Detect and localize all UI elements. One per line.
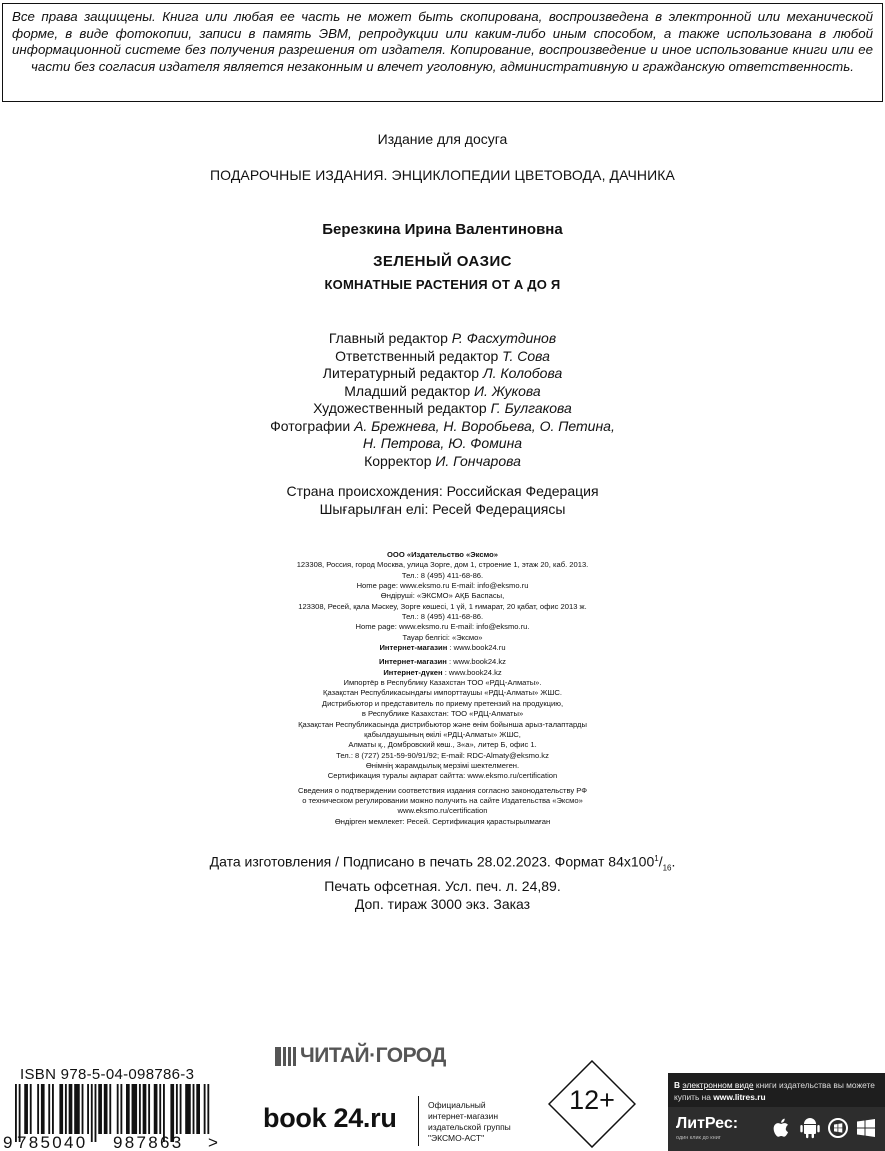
barcode-digit-lead: 9 [3,1133,13,1150]
windows-icon [856,1117,876,1139]
barcode-bar [41,1084,45,1134]
copyright-notice: Все права защищены. Книга или любая ее часть не может быть скопирована, воспроизведена в электронной или механической форме, в виде фотокопии, записи в память ЭВМ, репродукции или каким-либо иным способом, а также использована в любой информационной системе без получения разрешения от издателя. Копирование, воспроизведение и иное использование книги или ее части без согласия издателя является незаконным и влечет уголовную, административную и гражданскую ответственность. [2,3,883,102]
imprint-line: 123308, Россия, город Москва, улица Зорге, дом 1, строение 1, этаж 20, каб. 2013. [296,560,589,570]
litres-text: книги издательства вы можете [753,1080,875,1090]
book24-divider [418,1096,419,1146]
print-run: Доп. тираж 3000 экз. Заказ [354,896,531,913]
litres-link[interactable]: электронном виде [682,1080,754,1090]
barcode-bar [59,1084,63,1134]
imprint-line: Тел.: 8 (495) 411-68-86. [401,612,484,622]
barcode-bar [193,1084,195,1134]
credit-names: А. Брежнева, Н. Воробьева, О. Петина, [354,417,615,434]
platform-icons [772,1117,876,1139]
imprint-line: Сведения о подтверждении соответствия издания согласно законодательству РФ [297,785,588,795]
credit-names: Г. Булгакова [490,400,572,416]
imprint-line: Тел.: 8 (727) 251-59-90/91/92; E-mail: RDC-Almaty@eksmo.kz [336,750,549,760]
imprint-line [0,657,885,667]
litres-tagline: один клик до книг [676,1135,721,1141]
barcode-bar [204,1084,206,1134]
barcode-bar [98,1084,102,1134]
credit-role: Корректор [364,452,432,469]
litres-text: В [674,1080,683,1090]
barcode-bar [95,1084,97,1142]
litres-line [674,1079,879,1091]
format-end: . [671,853,676,870]
print-date-text: Дата изготовления / Подписано в печать 28.02.2023. Формат 84х100 [209,853,655,870]
barcode-bar [69,1084,73,1134]
imprint-line: Тел.: 8 (495) 411-68-86. [401,570,484,580]
credit-line [0,365,885,383]
imprint-line: Тауар белгісі: «Эксмо» [402,632,483,642]
imprint-line: Home page: www.eksmo.ru E-mail: info@eksmo.ru [356,581,529,591]
litres-promo-text [668,1073,885,1107]
credit-names: И. Жукова [474,382,541,399]
book24-logo: book 24.ru [263,1103,397,1133]
credit-names: Т. Сова [502,347,550,364]
author-name: Березкина Ирина Валентиновна [322,221,563,238]
imprint-line [0,668,885,678]
barcode-bar [139,1084,141,1134]
credit-role: Главный редактор [328,330,448,346]
barcode-bar [109,1084,111,1134]
format-numerator: 1 [654,854,659,863]
barcode-bar [37,1084,39,1134]
origin-kz: Шығарылған елі: Ресей Федерациясы [319,501,566,517]
age-rating-label: 12+ [569,1085,615,1115]
imprint-line: Қазақстан Республикасында дистрибьютор және өнім бойынша арыз-талаптарды [298,719,587,729]
shop-url: : www.book24.ru [447,643,506,653]
imprint-line: Өндірген мемлекет: Ресей. Сертификация қарастырылмаған [334,816,551,826]
format-slash: / [658,853,663,870]
barcode-bar [120,1084,122,1134]
barcode-bar [207,1084,209,1134]
credit-line [0,348,885,366]
barcode-bar [65,1084,67,1134]
litres-text: купить на [674,1092,714,1102]
barcode-bar [126,1084,130,1134]
litres-line [674,1091,879,1103]
isbn-label: ISBN 978-5-04-098786-3 [20,1066,195,1083]
barcode-bar [82,1084,84,1134]
apple-icon [772,1117,792,1139]
barcode-bar [143,1084,147,1134]
barcode-bar [87,1084,89,1134]
imprint-line: 123308, Ресей, қала Мәскеу, Зорге көшесі, 1 үй, 1 ғимарат, 20 қабат, офис 2013 ж. [298,601,587,611]
credits-list [0,330,885,470]
credit-names: Р. Фасхутдинов [451,330,557,346]
book24-desc-line: "ЭКСМО-АСТ" [428,1133,485,1143]
barcode-bar [154,1084,158,1134]
barcode-bar [74,1084,80,1134]
isbn-barcode [3,1084,223,1150]
credit-line [0,453,885,471]
series-title: ПОДАРОЧНЫЕ ИЗДАНИЯ. ЭНЦИКЛОПЕДИИ ЦВЕТОВОДА, ДАЧНИКА [210,167,675,183]
imprint-line: Home page: www.eksmo.ru E-mail: info@eksmo.ru. [355,622,530,632]
barcode-bar [159,1084,161,1134]
barcode-digits-left: 785040 [17,1133,88,1150]
litres-banner[interactable] [668,1073,885,1151]
imprint-line: о техническом регулировании можно получить на сайте Издательства «Эксмо» [302,795,583,805]
print-info [0,850,885,913]
publisher-imprint [0,550,885,827]
credit-line [0,330,885,348]
book-title: ЗЕЛЕНЫЙ ОАЗИС [373,253,512,270]
edition-type: Издание для досуга [377,131,508,147]
barcode-bar [104,1084,108,1134]
barcode-quiet-mark: > [208,1133,218,1150]
litres-footer [668,1107,885,1151]
android-icon [800,1117,820,1139]
shop-label: Интернет-дүкен [383,667,443,677]
credit-role: Младший редактор [344,382,471,399]
imprint-line: www.eksmo.ru/certification [397,806,488,816]
credit-role: Фотографии [270,417,351,434]
publisher-name: ООО «Издательство «Эксмо» [387,550,498,559]
credit-role: Ответственный редактор [335,347,499,364]
print-date-format [0,850,885,877]
barcode-bar [148,1084,150,1134]
book24-desc-line: интернет-магазин [428,1111,499,1121]
shop-label: Интернет-магазин [379,657,447,667]
barcode-digits-right: 987863 [113,1133,184,1150]
imprint-line: Өндіруші: «ЭКСМО» АҚБ Баспасы, [380,591,505,601]
credit-names: И. Гончарова [435,452,521,469]
imprint-line: Өнімнің жарамдылық мерзімі шектелмеген. [365,760,520,770]
chitai-gorod-logo [275,1044,446,1068]
book-subtitle: КОМНАТНЫЕ РАСТЕНИЯ ОТ А ДО Я [324,277,561,292]
credit-names: Н. Петрова, Ю. Фомина [362,435,523,451]
credit-line [0,418,885,436]
barcode-bar [52,1084,54,1134]
imprint-line: қабылдаушының өкілі «РДЦ-Алматы» ЖШС, [364,729,521,739]
credit-role: Литературный редактор [322,365,480,381]
barcode-bar [117,1084,119,1134]
book24-description [428,1100,511,1144]
format-denominator: 16 [662,863,672,873]
imprint-line [0,643,885,653]
windows-phone-icon [828,1117,848,1139]
credit-line [0,435,885,453]
barcode-bar [24,1084,28,1134]
chitai-gorod-text: ЧИТАЙ·ГОРОД [300,1044,446,1067]
credit-line [0,400,885,418]
imprint-line: Дистрибьютор и представитель по приему претензий на продукцию, [321,698,564,708]
litres-url[interactable]: www.litres.ru [713,1092,766,1102]
barcode-bar [180,1084,182,1134]
credit-names: Л. Колобова [483,365,563,381]
imprint-line: Алматы қ., Домбровский көш., 3«а», литер Б, офис 1. [348,740,537,750]
imprint-line: Импортёр в Республику Казахстан ТОО «РДЦ-Алматы». [343,678,542,688]
barcode-bar [132,1084,138,1134]
litres-logo: ЛитРес: [676,1115,739,1132]
chitai-gorod-mark-icon [275,1047,296,1066]
shop-url: : www.book24.kz [442,667,502,677]
imprint-line: Қазақстан Республикасындағы импорттаушы «РДЦ-Алматы» ЖШС. [323,688,562,698]
country-of-origin [0,482,885,518]
barcode-bar [91,1084,93,1142]
barcode-bar [185,1084,191,1134]
book24-desc-line: издательской группы [428,1122,511,1132]
origin-ru: Страна происхождения: Российская Федерация [286,483,599,499]
book24-desc-line: Официальный [428,1100,486,1110]
credit-line [0,383,885,401]
barcode-bar [30,1084,32,1134]
barcode-bar [48,1084,50,1134]
barcode-bar [196,1084,200,1134]
credit-role: Художественный редактор [313,400,487,416]
barcode-bar [176,1084,178,1134]
imprint-line: в Республике Казахстан: ТОО «РДЦ-Алматы» [361,709,524,719]
shop-url: : www.book24.kz [446,657,506,667]
shop-label: Интернет-магазин [379,643,448,653]
print-method: Печать офсетная. Усл. печ. л. 24,89. [324,878,561,895]
imprint-line: Сертификация туралы ақпарат сайтта: www.eksmo.ru/certification [327,771,558,781]
